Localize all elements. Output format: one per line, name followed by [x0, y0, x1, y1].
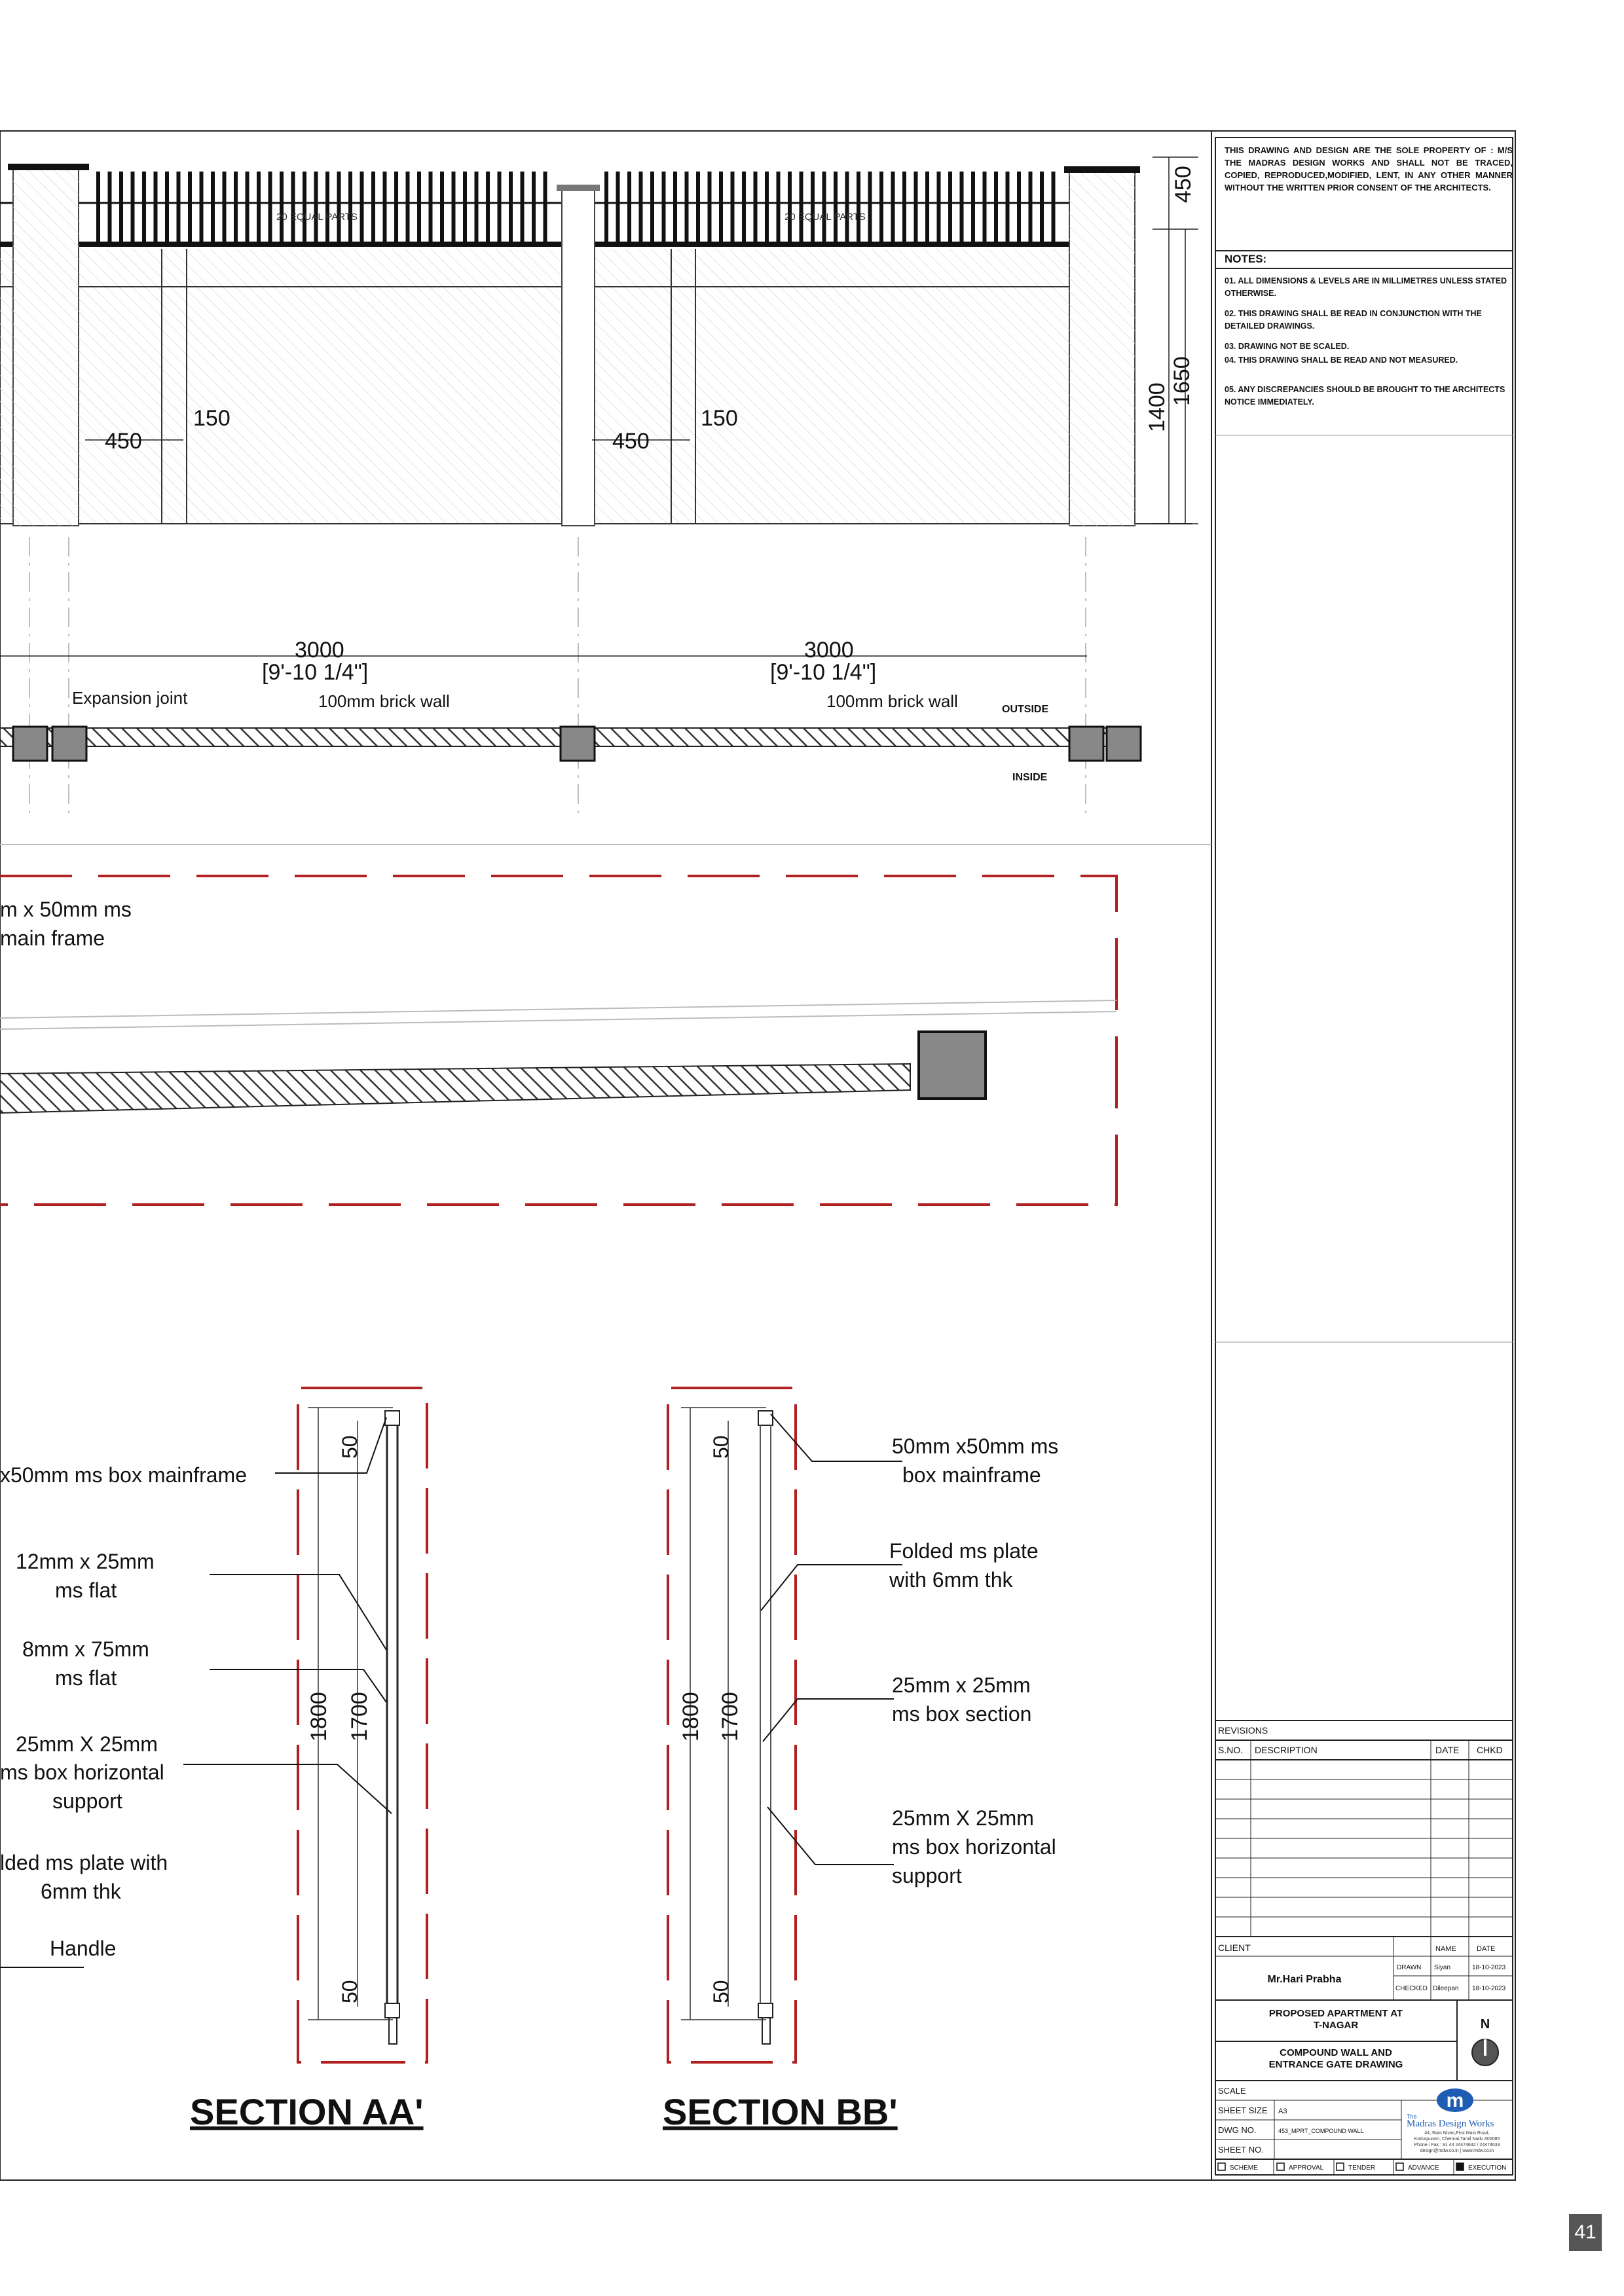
aa-label-mainframe: x50mm ms box mainframe: [0, 1463, 247, 1487]
project-line-2: T-NAGAR: [1313, 2020, 1359, 2031]
logo-name: Madras Design Works: [1407, 2119, 1494, 2129]
notes-title: NOTES:: [1225, 253, 1267, 265]
plan-span-1: 3000: [295, 638, 344, 663]
elev-dim-450-top: 450: [1171, 166, 1196, 203]
sheet-size-value: A3: [1278, 2107, 1287, 2115]
aa-dim-1800: 1800: [306, 1692, 331, 1741]
dwg-no-value: 453_MPRT_COMPOUND WALL: [1278, 2128, 1364, 2134]
address-line-1: #4, Ram Nivas,First Main Road,: [1424, 2131, 1490, 2136]
bb-label-folded-2: with 6mm thk: [889, 1568, 1013, 1592]
aa-label-folded-1: lded ms plate with: [0, 1851, 168, 1874]
aa-label-flat-12x25-2: ms flat: [55, 1578, 117, 1602]
equal-parts-label-2: 20 EQUAL PARTS: [784, 211, 866, 223]
bb-dim-1700: 1700: [718, 1692, 743, 1741]
gate-plan-label-2: main frame: [0, 926, 105, 950]
stage-checkboxes: [1218, 2163, 1506, 2172]
stage-box-scheme[interactable]: [1218, 2163, 1225, 2170]
date-label: DATE: [1477, 1945, 1496, 1953]
stage-execution: EXECUTION: [1468, 2164, 1507, 2172]
rev-header-chkd: CHKD: [1477, 1745, 1503, 1755]
aa-dim-50-bot: 50: [338, 1980, 361, 2003]
client-label: CLIENT: [1218, 1942, 1251, 1953]
bb-label-mainframe-1: 50mm x50mm ms: [892, 1434, 1059, 1458]
elev-dim-450-a: 450: [105, 429, 142, 454]
bb-label-support-1: 25mm X 25mm: [892, 1806, 1034, 1830]
stage-approval: APPROVAL: [1289, 2164, 1324, 2172]
aa-dim-50-top: 50: [338, 1435, 361, 1459]
aa-label-flat-8x75-2: ms flat: [55, 1666, 117, 1690]
stage-box-advance[interactable]: [1396, 2163, 1403, 2170]
notes-list: [1225, 275, 1513, 416]
drawn-label: DRAWN: [1397, 1964, 1422, 1971]
inside-label: INSIDE: [1012, 772, 1048, 783]
aa-label-flat-8x75-1: 8mm x 75mm: [22, 1637, 149, 1661]
bb-label-mainframe-2: box mainframe: [902, 1463, 1041, 1487]
address-line-3: Phone / Fax : 91 44 24474632 / 24474633: [1414, 2143, 1500, 2147]
outside-label: OUTSIDE: [1002, 704, 1049, 715]
stage-box-execution[interactable]: [1456, 2163, 1464, 2170]
stage-box-tender[interactable]: [1337, 2163, 1344, 2170]
titleblock-grid: [1215, 137, 1513, 2175]
bb-dim-50-top: 50: [709, 1435, 733, 1459]
bb-label-support-2: ms box horizontal: [892, 1835, 1056, 1859]
sheet-no-label: SHEET NO.: [1218, 2145, 1264, 2155]
elev-dim-1400: 1400: [1145, 382, 1170, 432]
aa-label-folded-2: 6mm thk: [41, 1880, 121, 1903]
sheet-size-label: SHEET SIZE: [1218, 2105, 1268, 2115]
revisions-label: REVISIONS: [1218, 1725, 1268, 1736]
elev-dim-450-b: 450: [612, 429, 650, 454]
rev-header-date: DATE: [1435, 1745, 1460, 1755]
note-3: 03. DRAWING NOT BE SCALED.: [1225, 342, 1350, 351]
north-arrow-icon: [1472, 2039, 1498, 2066]
equal-parts-label-1: 20 EQUAL PARTS: [276, 211, 358, 223]
bb-dim-1800: 1800: [678, 1692, 703, 1741]
logo-mark: m: [1446, 2090, 1464, 2111]
plan-span-2: 3000: [804, 638, 854, 663]
plan-span-1-imperial: [9'-10 1/4"]: [262, 660, 369, 685]
address-line-2: Kotturpuram, Chennai,Tamil Nadu 600085: [1414, 2137, 1500, 2141]
stage-advance: ADVANCE: [1408, 2164, 1439, 2172]
elev-dim-150-b: 150: [701, 406, 738, 431]
logo-the: The: [1407, 2113, 1417, 2120]
wall-plan: [0, 656, 1141, 761]
company-logo: [1407, 2088, 1500, 2153]
checked-date: 18-10-2023: [1472, 1985, 1506, 1992]
elev-dim-150-a: 150: [193, 406, 231, 431]
elev-dim-1650: 1650: [1170, 356, 1194, 406]
gate-plan-label-1: m x 50mm ms: [0, 898, 132, 921]
aa-label-flat-12x25-1: 12mm x 25mm: [16, 1550, 155, 1573]
gate-plan: [0, 876, 1116, 1205]
scale-label: SCALE: [1218, 2086, 1246, 2096]
rev-header-sno: S.NO.: [1218, 1745, 1244, 1755]
drawn-name: Siyan: [1434, 1964, 1451, 1971]
note-2: 02. THIS DRAWING SHALL BE READ IN CONJUNCTION WITH THE DETAILED DRAWINGS.: [1225, 309, 1482, 331]
bb-label-box-section-2: ms box section: [892, 1702, 1032, 1726]
section-aa-title: SECTION AA': [190, 2091, 424, 2132]
aa-label-support-2: ms box horizontal: [0, 1760, 164, 1784]
project-line-1: PROPOSED APARTMENT AT: [1268, 2008, 1403, 2019]
stage-scheme: SCHEME: [1230, 2164, 1258, 2172]
bb-label-support-3: support: [892, 1864, 962, 1887]
aa-label-handle: Handle: [50, 1937, 117, 1960]
wall-elevation: [0, 164, 1192, 526]
brick-wall-label-2: 100mm brick wall: [826, 691, 958, 711]
checked-label: CHECKED: [1395, 1985, 1428, 1992]
checked-name: Dileepan: [1433, 1985, 1459, 1992]
rev-header-description: DESCRIPTION: [1255, 1745, 1318, 1755]
bb-label-folded-1: Folded ms plate: [889, 1539, 1039, 1563]
aa-label-support-3: support: [52, 1789, 122, 1813]
plan-span-2-imperial: [9'-10 1/4"]: [770, 660, 877, 685]
name-label: NAME: [1435, 1945, 1456, 1953]
brick-wall-label-1: 100mm brick wall: [318, 691, 450, 711]
aa-label-support-1: 25mm X 25mm: [16, 1732, 158, 1756]
drawing-line-1: COMPOUND WALL AND: [1280, 2047, 1392, 2058]
section-bb-title: SECTION BB': [663, 2091, 898, 2132]
disclaimer-text: THIS DRAWING AND DESIGN ARE THE SOLE PROPERTY OF : M/S THE MADRAS DESIGN WORKS AND SHALL NOT BE TRACED, COPIED, REPRODUCED,MODIFIED, LENT, IN ANY OTHER MANNER WITHOUT THE WRITTEN PRIOR CONSENT OF THE ARCHITECTS.: [1225, 145, 1513, 192]
note-4: 04. THIS DRAWING SHALL BE READ AND NOT MEASURED.: [1225, 355, 1458, 365]
stage-box-approval[interactable]: [1277, 2163, 1284, 2170]
dwg-no-label: DWG NO.: [1218, 2125, 1257, 2135]
expansion-joint-label: Expansion joint: [72, 688, 188, 708]
north-label: N: [1480, 2017, 1490, 2032]
drawing-line-2: ENTRANCE GATE DRAWING: [1268, 2059, 1403, 2070]
bb-dim-50-bot: 50: [709, 1980, 733, 2003]
address-line-4: design@mdw.co.in | www.mdw.co.in: [1420, 2149, 1494, 2153]
client-name: Mr.Hari Prabha: [1267, 1974, 1342, 1985]
stage-tender: TENDER: [1348, 2164, 1376, 2172]
note-1: 01. ALL DIMENSIONS & LEVELS ARE IN MILLIMETRES UNLESS STATED OTHERWISE.: [1225, 276, 1507, 298]
note-5: 05. ANY DISCREPANCIES SHOULD BE BROUGHT TO THE ARCHITECTS NOTICE IMMEDIATELY.: [1225, 385, 1505, 407]
bb-label-box-section-1: 25mm x 25mm: [892, 1673, 1031, 1697]
aa-dim-1700: 1700: [347, 1692, 372, 1741]
drawn-date: 18-10-2023: [1472, 1964, 1506, 1971]
page-number: 41: [1569, 2214, 1602, 2251]
